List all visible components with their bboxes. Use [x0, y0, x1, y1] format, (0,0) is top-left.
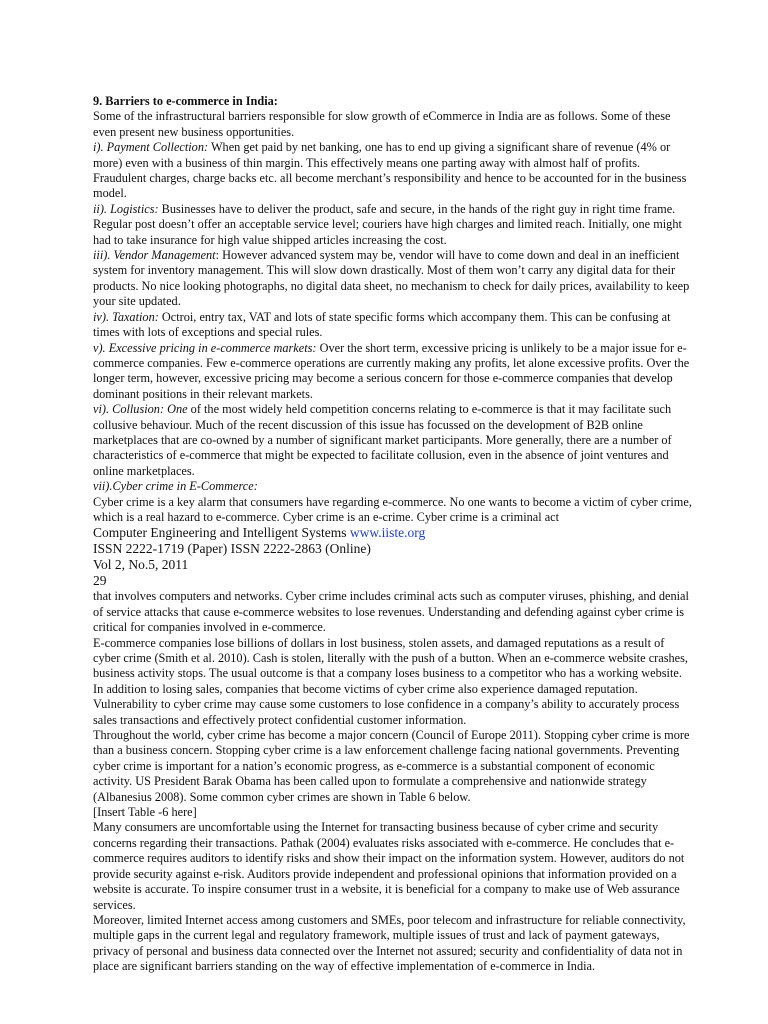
page-number: 29: [93, 573, 107, 589]
barrier-taxation: [93, 310, 693, 341]
journal-url-link[interactable]: www.iiste.org: [349, 525, 426, 541]
barrier-label: iii). Vendor Management: [93, 248, 216, 263]
table-placeholder: [Insert Table -6 here]: [93, 805, 197, 820]
barrier-text: : However advanced system may be, vendor will have to come down and deal in an inefficient system for inventory management. This will slow down drastically. Most of them won’t carry any digital data for their products. No nice looking photographs, no digital data sheet, no mechanism to check for daily prices, availability to keep your site updated.: [93, 248, 690, 309]
barrier-text: Over the short term, excessive pricing is unlikely to be a major issue for e-commerce companies. Few e-commerce operations are currently making any profits, let alone excessive profits. Over the longer term, however, excessive pricing may become a serious concern for those e-commerce companies that develop dominant positions in their relevant markets.: [93, 340, 690, 401]
barrier-logistics: [93, 202, 693, 248]
journal-issn: ISSN 2222-1719 (Paper) ISSN 2222-2863 (Online): [93, 541, 371, 557]
paragraph: Throughout the world, cyber crime has become a major concern (Council of Europe 2011). Stopping cyber crime is more than a business concern. Stopping cyber crime is a law enforcement challenge facing national governments. Preventing cyber crime is important for a nation’s economic progress, as e-commerce is a substantial component of economic activity. US President Barak Obama has been called upon to formulate a comprehensive and nationwide strategy (Albanesius 2008). Some common cyber crimes are shown in Table 6 below.: [93, 728, 690, 804]
journal-title: [93, 525, 693, 541]
barrier-label: vi). Collusion: One: [93, 402, 188, 417]
journal-name: Computer Engineering and Intelligent Systems: [93, 525, 350, 541]
journal-footer: [93, 525, 693, 589]
paragraph: Moreover, limited Internet access among customers and SMEs, poor telecom and infrastructure for reliable connectivity, multiple gaps in the current legal and regulatory framework, multiple issues of trust and lack of payment gateways, privacy of personal and business data connected over the Internet not assured; security and confidentiality of data not in place are significant barriers standing on the way of effective implementation of e-commerce in India.: [93, 912, 686, 974]
barrier-text: Businesses have to deliver the product, safe and secure, in the hands of the right guy in right time frame. Regular post doesn’t offer an acceptable service level; couriers have high charges and limited reach. Initially, one might had to take insurance for high value shipped articles increasing the cost.: [93, 201, 682, 247]
document-page: [93, 94, 693, 975]
section-heading: 9. Barriers to e-commerce in India:: [93, 94, 278, 108]
barrier-label: v). Excessive pricing in e-commerce markets:: [93, 340, 317, 355]
barrier-collusion: [93, 402, 693, 479]
barrier-excessive-pricing: [93, 341, 693, 403]
barrier-vendor-management: [93, 248, 693, 310]
barrier-text: of the most widely held competition concerns relating to e-commerce is that it may facilitate such collusive behaviour. Much of the recent discussion of this issue has focussed on the development of B2B online marketplaces that are co-owned by a number of significant market participants. More generally, there are a number of characteristics of e-commerce that might be expected to facilitate collusion, even in the absence of joint ventures and online marketplaces.: [93, 402, 672, 478]
barrier-payment-collection: [93, 140, 693, 202]
cyber-crime-heading: vii).Cyber crime in E-Commerce:: [93, 479, 258, 494]
paragraph: that involves computers and networks. Cyber crime includes criminal acts such as computer viruses, phishing, and denial of service attacks that cause e-commerce websites to lose revenues. Understanding and defending against cyber crime is critical for companies involved in e-commerce.: [93, 589, 689, 635]
barrier-label: iv). Taxation:: [93, 309, 159, 324]
journal-volume: Vol 2, No.5, 2011: [93, 557, 189, 573]
intro-paragraph: Some of the infrastructural barriers responsible for slow growth of eCommerce in India are as follows. Some of these even present new business opportunities.: [93, 109, 671, 139]
cyber-crime-paragraph: Cyber crime is a key alarm that consumers have regarding e-commerce. No one wants to become a victim of cyber crime, which is a real hazard to e-commerce. Cyber crime is an e-crime. Cyber crime is a criminal act: [93, 494, 692, 524]
barrier-text: Octroi, entry tax, VAT and lots of state specific forms which accompany them. This can be confusing at times with lots of exceptions and special rules.: [93, 309, 671, 340]
paragraph: Many consumers are uncomfortable using the Internet for transacting business because of cyber crime and security concerns regarding their transactions. Pathak (2004) evaluates risks associated with e-commerce. He concludes that e-commerce requires auditors to identify risks and show their impact on the information system. However, auditors do not provide security against e-risk. Auditors provide independent and professional opinions that information provided on a website is accurate. To inspire consumer trust in a website, it is beneficial for a company to make use of Web assurance services.: [93, 820, 685, 912]
barrier-label: ii). Logistics:: [93, 201, 159, 216]
barrier-label: i). Payment Collection:: [93, 140, 209, 155]
paragraph: E-commerce companies lose billions of dollars in lost business, stolen assets, and damaged reputations as a result of cyber crime (Smith et al. 2010). Cash is stolen, literally with the push of a button. When an e-commerce website crashes, business activity stops. The usual outcome is that a company loses business to a competitor who has a working website. In addition to losing sales, companies that become victims of cyber crime also experience damaged reputation. Vulnerability to cyber crime may cause some customers to lose confidence in a company’s ability to accurately process sales transactions and effectively protect confidential customer information.: [93, 635, 688, 727]
barrier-text: When get paid by net banking, one has to end up giving a significant share of revenue (4% or more) even with a business of thin margin. This effectively means one parting away with almost half of profits. Fraudulent charges, charge backs etc. all become merchant’s responsibility and hence to be accounted for in the business model.: [93, 140, 687, 201]
